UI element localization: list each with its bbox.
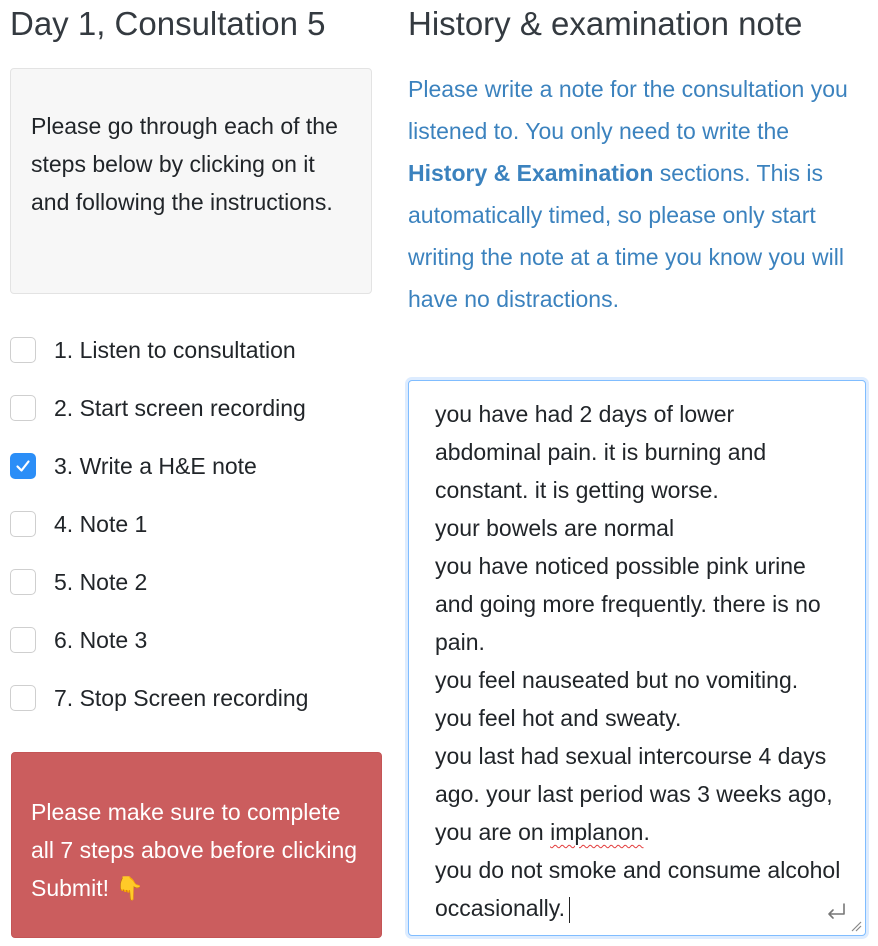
step-label: 3. Write a H&E note: [54, 453, 257, 479]
step-label: 5. Note 2: [54, 569, 148, 595]
step-item-5[interactable]: [10, 553, 374, 611]
note-line-text: you last had sexual intercourse 4 days ago. your last period was 3 weeks ago, you are on: [435, 743, 833, 845]
hint-text-start: Please write a note for the consultation you listened to. You only need to write the: [408, 76, 848, 144]
alert-text: Please make sure to complete all 7 steps above before clicking Submit!: [31, 799, 358, 901]
step-label: 1. Listen to consultation: [54, 337, 296, 363]
hint-text-end: sections. This is automatically timed, so please only start writing the note at a time you know you will have no distractions.: [408, 160, 844, 312]
pointing-down-icon: 👇: [115, 875, 145, 901]
return-key-icon: [825, 901, 847, 921]
step-checkbox-checked[interactable]: [10, 453, 36, 479]
step-checkbox[interactable]: [10, 569, 36, 595]
note-line: you feel nauseated but no vomiting. you feel hot and sweaty.: [435, 667, 799, 731]
note-line-punct: .: [643, 819, 650, 845]
step-item-2[interactable]: [10, 379, 374, 437]
step-label: 2. Start screen recording: [54, 395, 306, 421]
note-line: [435, 737, 841, 851]
note-line: your bowels are normal: [435, 515, 675, 541]
note-line: [435, 851, 841, 927]
step-label: 6. Note 3: [54, 627, 148, 653]
instructions-text: Please go through each of the steps below by clicking on it and following the instructions.: [31, 113, 338, 215]
step-label: 4. Note 1: [54, 511, 148, 537]
step-item-6[interactable]: [10, 611, 374, 669]
note-line: you have had 2 days of lower abdominal pain. it is burning and constant. it is getting worse.: [435, 401, 767, 503]
steps-column: [10, 0, 374, 901]
note-line-text: you do not smoke and consume alcohol occasionally.: [435, 857, 841, 921]
misspelled-word: implanon: [550, 819, 644, 845]
note-column: [408, 0, 868, 921]
steps-list: [10, 321, 374, 727]
note-instructions: [408, 68, 868, 320]
step-checkbox[interactable]: [10, 627, 36, 653]
consultation-title: Day 1, Consultation 5: [10, 5, 326, 42]
instructions-panel: [10, 68, 372, 294]
resize-handle-icon[interactable]: [850, 920, 862, 932]
note-line: you have noticed possible pink urine and going more frequently. there is no pain.: [435, 553, 821, 655]
step-checkbox[interactable]: [10, 511, 36, 537]
note-title: History & examination note: [408, 5, 803, 42]
step-item-4[interactable]: [10, 495, 374, 553]
hint-bold-sections: History & Examination: [408, 160, 654, 186]
submit-warning-alert: [11, 752, 382, 938]
step-item-7[interactable]: [10, 669, 374, 727]
step-item-3[interactable]: [10, 437, 374, 495]
note-textarea[interactable]: [408, 380, 866, 936]
step-checkbox[interactable]: [10, 337, 36, 363]
text-cursor: [569, 897, 571, 923]
checkmark-icon: [14, 457, 32, 475]
step-item-1[interactable]: [10, 321, 374, 379]
step-label: 7. Stop Screen recording: [54, 685, 309, 711]
step-checkbox[interactable]: [10, 395, 36, 421]
step-checkbox[interactable]: [10, 685, 36, 711]
